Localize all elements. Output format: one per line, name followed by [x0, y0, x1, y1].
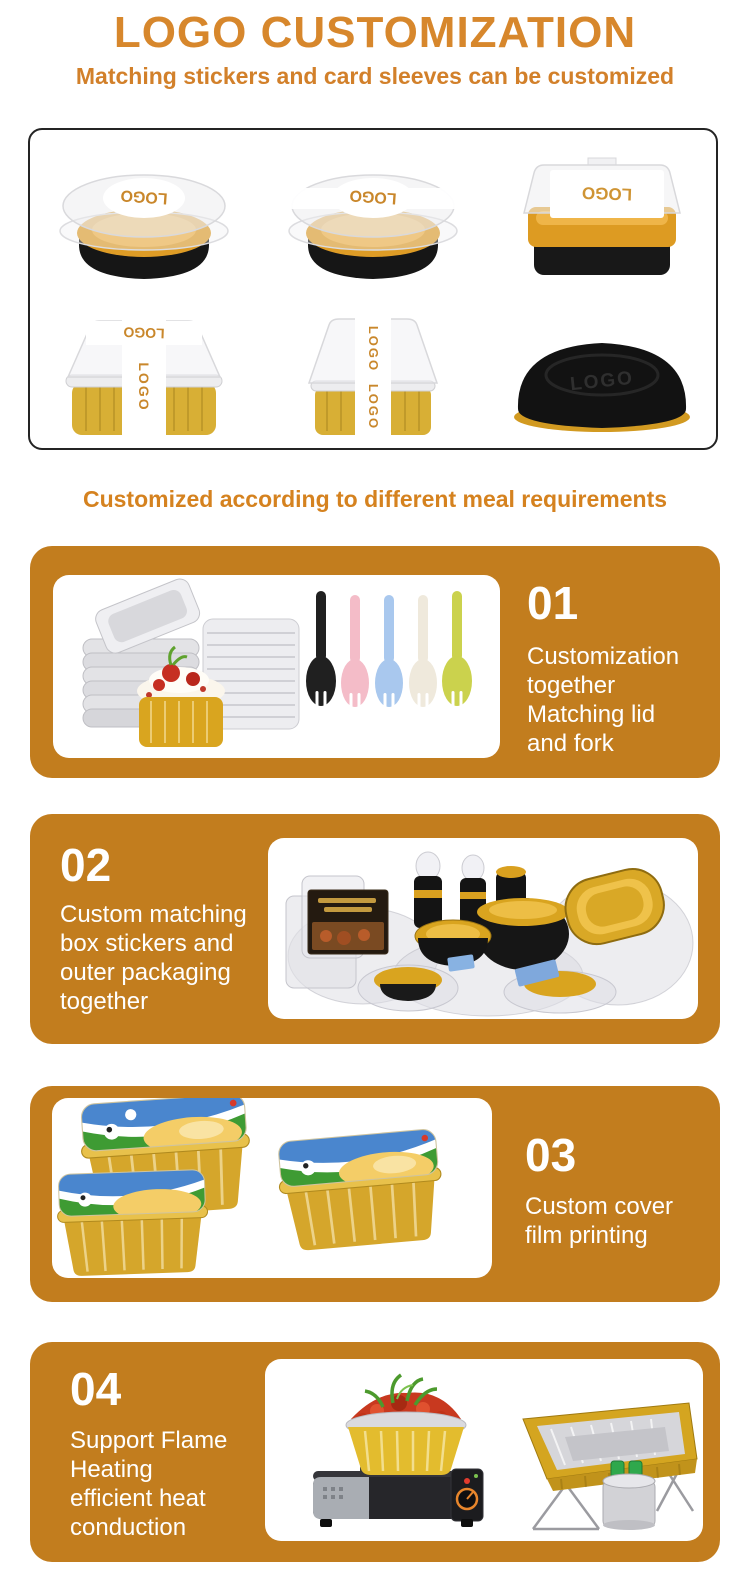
feature-panel-04 — [30, 1342, 720, 1562]
wrapped-containers-image — [268, 838, 698, 1019]
feature-number: 02 — [60, 839, 112, 891]
feature-01-photo — [53, 575, 500, 758]
logo-stamp: LOGO — [120, 186, 169, 207]
logo-stamp: LOGO — [136, 362, 153, 412]
page-subtitle: Matching stickers and card sleeves can be customized — [75, 63, 675, 89]
feature-number: 01 — [527, 577, 579, 629]
spork-set — [306, 591, 472, 710]
feature-text: Support Flame Heating efficient heat conduction — [70, 1427, 228, 1541]
feature-text: Custom matching box stickers and outer packaging together — [60, 901, 247, 1015]
feature-02-photo — [268, 838, 698, 1019]
feature-04-photo — [265, 1359, 703, 1541]
gold-pan-t-band-sticker-image — [34, 301, 254, 453]
round-container-dome-lid-image — [34, 143, 254, 295]
logo-stamp: LOGO — [568, 367, 635, 396]
printed-film-containers-image — [52, 1098, 492, 1278]
flame-heating-image — [265, 1359, 703, 1541]
feature-number: 03 — [525, 1129, 577, 1181]
logo-stamp: LOGO — [365, 325, 381, 373]
feature-panel-02 — [30, 814, 720, 1044]
section-heading: Customized according to different meal requirements — [82, 486, 668, 512]
foil-pans-lids-forks-image — [53, 575, 500, 758]
black-lid-embossed-logo-image — [492, 301, 712, 453]
logo-stamp: LOGO — [348, 186, 398, 207]
logo-stamp: LOGO — [123, 324, 166, 342]
feature-panel-01 — [30, 546, 720, 778]
logo-stamp: LOGO — [365, 383, 381, 431]
feature-number: 04 — [70, 1363, 122, 1415]
rect-container-large-label-image — [492, 143, 712, 295]
page-title: LOGO CUSTOMIZATION — [113, 8, 637, 57]
feature-03-photo — [52, 1098, 492, 1278]
logo-stamp: LOGO — [581, 183, 633, 204]
logo-product-showcase — [28, 128, 718, 450]
feature-panel-03 — [30, 1086, 720, 1302]
feature-text: Customization together Matching lid and fork — [527, 643, 680, 757]
round-container-band-label-image — [263, 143, 483, 295]
gold-pan-vertical-band-sticker-image — [263, 301, 483, 453]
feature-text: Custom cover film printing — [525, 1193, 674, 1249]
